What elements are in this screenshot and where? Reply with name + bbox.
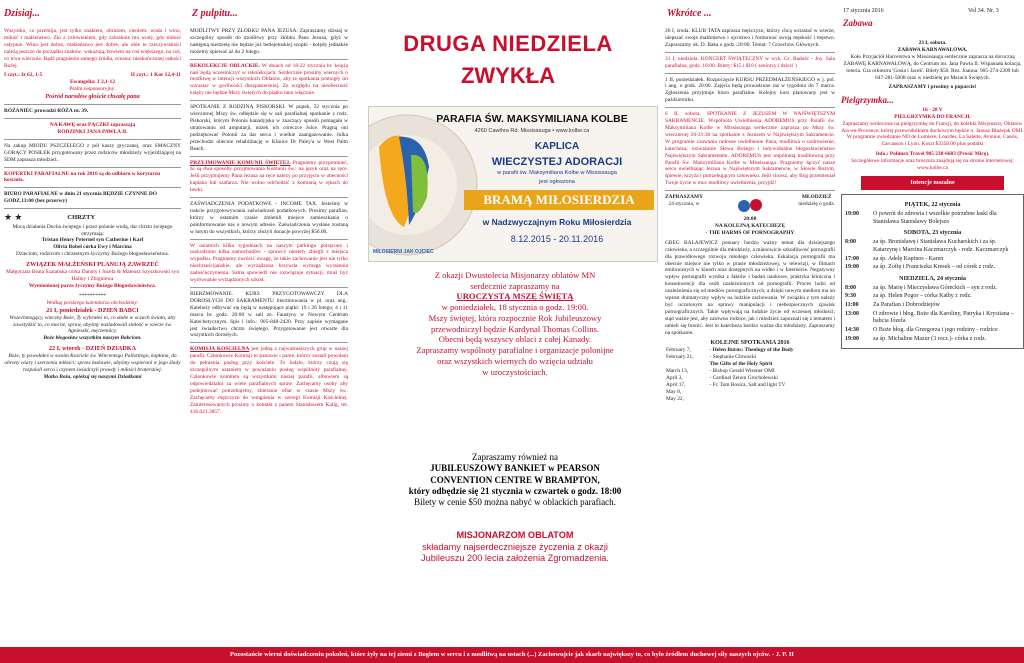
mass-intentions-heading: Intencje mszalne bbox=[861, 176, 1004, 190]
psalm-text: Pośród narodów głoście chwałę pana bbox=[45, 93, 140, 101]
banner-dates: 8.12.2015 - 20.11.2016 bbox=[510, 234, 604, 244]
mercy-banner bbox=[368, 106, 658, 262]
banner-parish: PARAFIA ŚW. MAKSYMILIANA KOLBE bbox=[436, 113, 628, 125]
notice-line: Bilety w cenie $50 można nabyć w oblackich parafiach. bbox=[414, 497, 616, 507]
meeting-topic: The Gifts of the Holy Spirit bbox=[709, 361, 773, 368]
pilgrimage-title: PIELGRZYMKA DO FRANCJI. bbox=[894, 113, 971, 120]
youth-time: 20:00 bbox=[743, 216, 757, 223]
banner-brama: BRAMĄ MIŁOSIERDZIA bbox=[464, 190, 654, 210]
retreat-text: W dniach od 18-22 stycznia br. księża nasi będą uczestniczyć w rekolekcjach. Serdecznie prosimy wiernych o modlitwę w intencji wszystkich Oblatów, aby te spotkania pomogły im wzrastać w gorliwości duszpasterskiej. Ze względu na nieobecność księży nie będzie Mszy świętych do piątku rano włącznie. bbox=[190, 62, 348, 97]
z-pulpitu-heading: Z pulpitu... bbox=[192, 8, 238, 19]
psalm-label: Psalm responsoryjny: bbox=[69, 86, 116, 93]
notice-line: CONVENTION CENTRE W BRAMPTON, bbox=[430, 474, 600, 485]
intro-text: Wszystko, co przemija, jest tylko znakiem, obrazem, cieniem: woda i wino, miłość i małżeństwo. Zło z człowiekiem, gdy zabraknie mu wody, gdy miłość osłypnie. Wino jest dobre, małżeństwo jest dobre, ale obie te rzeczywistości należą jeszcze do porządku znaków: wskazują, bowiem na coś większego, na coś, co trwa wiecznie. Bądź pragnienie samego źródła, oceanu; nieskończonej radości Bożej. bbox=[4, 28, 181, 69]
intention-row bbox=[845, 302, 1020, 310]
intention-time: 14:30 bbox=[845, 327, 859, 334]
marriage-names: Małgorzata Beata Szalańska córka Danuty i Józefa & Mateusz Szyszkowski syn Haliny i Zbigniewa bbox=[5, 269, 180, 283]
intention-text: za śp. Zofię i Franciszka Kresek – od córek z rodz. bbox=[873, 264, 995, 271]
intention-time: 8:00 bbox=[845, 239, 856, 246]
baptism-intro: Mocą działania Ducha świętego i przez polanie wodą, dar chrztu świętego otrzymają: bbox=[12, 223, 173, 237]
meeting-date: February 7, bbox=[666, 347, 691, 354]
meeting-date: April 3, bbox=[666, 374, 683, 381]
title-line-2: ZWYKŁA bbox=[460, 63, 556, 88]
notice-line: serdecznie zapraszamy na bbox=[470, 280, 560, 291]
calendar-intro: Według polskiego kalendarza obchodzimy: bbox=[46, 299, 139, 306]
ball-date: 23 I, sobota. bbox=[918, 40, 947, 46]
meeting-speaker: - Cardinal Zenon Grocholewski bbox=[709, 374, 778, 381]
meeting-date: April 17, bbox=[666, 381, 686, 388]
table-row bbox=[665, 354, 835, 361]
catechesis-heading: NA KOLEJNĄ KATECHEZĘ bbox=[715, 223, 785, 230]
intention-time: 19:00 bbox=[845, 264, 859, 271]
youth-date: 24 stycznia, w bbox=[668, 201, 700, 208]
intention-row bbox=[845, 327, 1020, 335]
notice-line: przewodniczył będzie Kardynał Thomas Collins. bbox=[430, 323, 600, 334]
notice-line: który odbędzie się 21 stycznia w czwartek o godz. 18:00 bbox=[408, 485, 622, 496]
confirmation-course: BIERZMOWANIE. KURS PRZYGOTOWAWCZY DLA DOROSŁYCH DO SAKRAMENTU bierzmowania w pl. oraz ang.. Kateheży odbywać się będą w następujące piątki: 19 i 26 lutego, 4 i 11 marca br. godz. 20:00 w sali ze. Faustyny w Nowym Centrum Katechetycznym. Spis i info.: 905-848-2420. Przy zapisie wymagane jest świadectwo chrztu świętego. Przygotowanie jest otwarte dla wszystkich dorosłych. bbox=[190, 291, 348, 339]
banner-arc-text: MIŁOSIERNI JAK OJCIEC bbox=[373, 249, 434, 255]
christmas-concert: 31 I, niedziela. KONCERT ŚWIĄTECZNY w wyk. Gr. Radość - Joy. Sala parafialna, godz. 16:00. Bilety: $15 i $10 ( seniorzy i dzieci ) bbox=[665, 55, 835, 69]
intention-time: 11:00 bbox=[845, 302, 859, 309]
communion-heading: PRZYJMOWANIE KOMUNII ŚWIĘTEJ. bbox=[190, 159, 291, 166]
notice-line: UROCZYSTĄ MSZĘ ŚWIĘTĄ bbox=[456, 291, 574, 302]
divider bbox=[190, 100, 348, 101]
table-row bbox=[665, 368, 835, 375]
crib-prayer: MODLITWY PRZY ŻŁÓBKU PANA JEZUSA. Zapraszamy dzisiaj w szczególny sposób do modlitwy przy żłóbku Pana Jezusa, gdyż w następną niedzielę nie będzie już betlejemskiej szopki - kolędy jednakże możemy śpiewać aż do 2 lutego. bbox=[190, 28, 348, 55]
notice-line: MISJONARZOM OBLATOM bbox=[456, 530, 574, 540]
catechesis-topic: - THE HARMS OF PORNOGRAPHY bbox=[705, 229, 795, 236]
youth-left bbox=[665, 194, 703, 208]
intention-text: Za Parafian i Dobrodziejów bbox=[873, 302, 940, 309]
meeting-date: February 21, bbox=[666, 354, 694, 361]
mass-notice bbox=[372, 270, 658, 377]
table-row bbox=[665, 382, 835, 389]
communion-text: Pragniemy przypomnieć, że są dwa sposoby przyjmowania Komunii św.: na język oraz na ręce. Jeśli przyjmujemy Pana Jezusa na ręce należy po przyjęciu w obecności kapłana lub szafarza. Nie wolno odchodzić z komunią w rękach do ławki. bbox=[190, 159, 348, 194]
meeting-date: May 22, bbox=[666, 395, 684, 402]
youth-label: MŁODZIEŻ bbox=[801, 194, 832, 201]
notice-line: Zapraszamy wspólnoty parafialne i organizacje polonijne bbox=[416, 345, 614, 356]
notice-line: Obecni będą wszyscy oblaci z całej Kanady. bbox=[438, 334, 592, 345]
table-row bbox=[665, 375, 835, 382]
office-text: BIURO PARAFIALNE w dniu 21 stycznia BĘDZIE CZYNNE DO GODZ.13:00 (bez przerwy) bbox=[4, 191, 157, 205]
grandma-prayer: Wszechmogący, wieczny Boże, Ty wybrałeś to, co słabe w oczach świata, aby zawstydzić to, co mocne, spraw, abyśmy naśladowali stałość w wierze św. Agnieszki, męczennicy. bbox=[9, 314, 176, 335]
grandpa-blessing: Matko Boża, opiekuj się naszymi Dziadkami bbox=[43, 373, 142, 380]
pilgrimage-dates: 16 - 28 V bbox=[922, 106, 943, 113]
intention-time: 19:00 bbox=[845, 210, 859, 217]
separator: ********** bbox=[79, 292, 106, 299]
divider bbox=[190, 342, 348, 343]
ball-text: Koło Przyjaciół Harcerstwa w Mississauga serdecznie zaprasza na doroczną ZABAWĘ KARNAWAŁOWĄ, do Centrum im. Jana Pawła II. Wspaniała kolacja, loteria. Gra orkiestra 'Gosia i Jacek'. Bilety $50. Rez. Joanna: 905-274-2309 lub 647-281-5008 oraz w niedzielę po Mszach Świętych. bbox=[843, 53, 1022, 81]
divider bbox=[190, 239, 348, 240]
club-tata: 20 I, środa. KLUB TATA zaprasza mężczyzn, którzy chcą wzrastać w wierze, ulepszać swoje małżeństwo i ojcostwo i formować swoją męskość i męstwo. Zapraszamy ok. D. Baka o godz.:20:00. Temat: 7 Grzechów Głównych. bbox=[665, 28, 835, 48]
column-zabawa bbox=[841, 40, 1024, 349]
banner-w-parafii: w parafii św. Maksymiliana Kolbe w Mississauga bbox=[497, 170, 617, 176]
intention-text: O powrót do zdrowia i wszelkie potrzebne łaski dla Stanisława Stanisławy Bolejszo bbox=[873, 210, 997, 225]
issue-volume: Vol 34. Nr. 3 bbox=[968, 8, 999, 14]
grandma-blessing: Boże błogosław wszystkim naszym Babciom. bbox=[43, 335, 142, 342]
marriage-blessing: Wymienionej parze życzymy Bożego Błogosławieństwa. bbox=[28, 282, 157, 289]
divider bbox=[4, 208, 181, 209]
banner-address: 4260 Cawthra Rd. Mississauga • www.kolbe.ca bbox=[474, 128, 590, 134]
divider bbox=[665, 52, 835, 53]
grandpa-day: 22 I, wtorek - DZIEŃ DZIADKA bbox=[48, 345, 137, 353]
coffee-text: NA KAWĘ oraz PĄCZKI zapraszają bbox=[49, 122, 136, 128]
baptism-heading: CHRZTY bbox=[67, 213, 96, 221]
ball-title: ZABAWA KARNAWAŁOWA. bbox=[897, 46, 968, 53]
honey-text: Na zakup MIODU PSZCZELEGO z pól kaszy gryczanej, oraz SMACZNY GORĄCY POSIŁEK przygotowany przez rodziców młodzieży wyjeżdżającej na ŚDM zaprasza młodzież. bbox=[4, 142, 181, 163]
footer-quote: Pozostańcie wierni doświadczeniu pokoleń, które żyły na tej ziemi z Bogiem w sercu i z modlitwą na ustach (...) Zachowujcie jak skarb największy to, co było źródłem duchowej siły naszych ojców. - J. P. II bbox=[0, 647, 1024, 663]
youth-logo-icon bbox=[736, 194, 766, 216]
title-line-1: DRUGA NIEDZIELA bbox=[403, 31, 613, 56]
meetings-heading: KOLEJNE SPOTKANIA 2016 bbox=[710, 339, 790, 346]
column-wkrotce bbox=[665, 28, 835, 402]
intention-day: SOBOTA, 23 stycznia bbox=[903, 229, 962, 237]
intention-text: za śp. Helen Pogor – córka Kathy z rodz. bbox=[873, 293, 972, 300]
tax-receipts: ZAŚWIADCZENIA PODATKOWE - INCOME TAX. Jesteśmy w trakcie przygotowywania zaświadczeń podatkowych. Prosimy parafian, którzy w ostatnim czasie zmienili miejsce zamieszkania o poinformowanie nas o nowym adresie. Zaświadczenia wysłane zostaną w lutym do wszystkich, którzy złożyli donacje powyżej $50.00. bbox=[190, 201, 348, 235]
intention-row bbox=[845, 311, 1020, 326]
envelopes-text: KOPERTKI PARAFIALNE na rok 2016 są do odbioru w korytarzu kościoła. bbox=[4, 170, 161, 184]
pilgrimage-heading: Pielgrzymka... bbox=[841, 95, 894, 106]
meeting-speaker: - Bishop Gerald Wiesner OMI bbox=[709, 367, 775, 374]
families-text: RODZINKI JANA PAWŁA II. bbox=[57, 128, 128, 135]
divider bbox=[4, 104, 181, 105]
grandma-day: 21 I, poniedziałek - DZIEŃ BABCI bbox=[46, 306, 139, 314]
youth-invite bbox=[665, 194, 835, 216]
intention-row bbox=[845, 285, 1020, 293]
youth-right bbox=[798, 194, 835, 208]
issue-date: 17 stycznia 2016 bbox=[843, 8, 884, 14]
intention-row bbox=[845, 293, 1020, 301]
committee-text: jest jedną z najważniejszych grup w naszej parafii. Członkowie Komisji to panowie i panie, którzy zostali powołani do pełnienia posług przy kościele. To ludzie, którzy czują się szczególnym ustaniem w poważaniu posług wspólnoty parafialnej. Członkowie komitetu są wszystkimi naszej parafii, albowiem są odpowiedzialni za wiele parafialnych spraw. Zachęcamy osoby aby podejmować potrzebujemy, zbieranie ofiar w czasie Mszy św.. Zachęcamy mężczyzn do wstąpienia w szeregi Komisji Kościelnej. Zainteresowanych prosimy o kontakt z panem Stanisławem Kulig, tel. 416.621.3857. bbox=[190, 346, 348, 415]
ball-closing: ZAPRASZAMY i prosimy o poparcie! bbox=[888, 84, 977, 91]
notice-line: w uroczystościach. bbox=[482, 366, 548, 377]
reading-2: II czyt.: 1 Kor 12,4-11 bbox=[130, 72, 181, 79]
divider bbox=[665, 73, 835, 74]
notice-line: Z okazji Dwustolecia Misjonarzy oblatów MN bbox=[434, 270, 596, 280]
divider bbox=[190, 287, 348, 288]
divider bbox=[4, 167, 181, 168]
notice-line: Jubileuszu 200 lecia założenia Zgromadzenia. bbox=[421, 553, 609, 563]
retreat-heading: REKOLEKCJE OBLACKIE. bbox=[190, 62, 260, 69]
intention-day: NIEDZIELA, 24 stycznia bbox=[899, 274, 966, 282]
zabawa-heading: Zabawa bbox=[843, 18, 873, 28]
intention-day: PIĄTEK, 22 stycznia bbox=[904, 200, 961, 208]
dzisiaj-heading: Dzisiaj... bbox=[4, 8, 40, 19]
oblates-wishes bbox=[372, 530, 658, 565]
intention-row bbox=[845, 336, 1020, 344]
table-row bbox=[665, 396, 835, 403]
divider bbox=[4, 118, 181, 119]
notice-line: oraz wszystkich wiernych do wzięcia udziału bbox=[437, 355, 593, 366]
intention-time: 13:00 bbox=[845, 310, 859, 317]
mass-intentions-list bbox=[841, 194, 1024, 349]
notice-line: Mszy świętej, która rozpocznie Rok Jubileuszowy bbox=[428, 312, 602, 323]
divider bbox=[665, 107, 835, 108]
intention-text: za śp. Bronisławę i Stanisława Kucharskich i za śp. Katarzynę i Marcina Kaczmarczyk - rodz. Kaczmarczyk bbox=[873, 239, 1009, 253]
intention-time: 9:30 bbox=[845, 293, 856, 300]
meetings-table bbox=[665, 347, 835, 402]
divider bbox=[190, 59, 348, 60]
premarital-course: 1 II, poniedziałek. Rozpoczęcie KURSU PRZEDMAŁŻEŃSKIEGO w j. pol. i ang. o godz. 20:00. Zajęcia będą prowadzone raz w tygodniu do 7 marca. Zgłoszenia przyjmuje biuro parafialne. Kolejny kurs planowany jest w październiku. bbox=[665, 76, 835, 104]
star-icon: ★ ★ bbox=[4, 212, 23, 223]
notice-line: Zapraszamy również na bbox=[472, 452, 558, 462]
meeting-speaker: - Fr. Tom Rosica, Salt and light TV bbox=[709, 381, 786, 388]
banner-ogloszona: jest ogłoszona bbox=[539, 179, 575, 185]
intention-text: za śp. Michaline Mazur (3 rocz.)- córka z rodz. bbox=[873, 335, 987, 342]
intention-time: 8:00 bbox=[845, 284, 856, 291]
intention-text: O zdrowie i błog. Boże dla Karoliny, Patryka i Krystiana – babcia Józefa bbox=[873, 310, 1014, 325]
catechesis-text: GREG BALAJEWICZ ponuary bardzo ważny temat dla dzisiejszego człowieka, a szczególnie dla młodzieży, a mianowicie szkodliwość pornografii dla prawidłowego rozwoju młodego człowieka. Eskalacja pornografii ma obecnie miejsce nie tylko w prasie młodzieżowej, w telewizji, w filmach emitowanych w kinach oraz dostępnych na wideo i w Internecie. Negatywny wpływ pornografii wynika z faktów i badań naukowe, praktyka kliniczna i konsekwencji dla osób uzależnionych od pornografii. Proces ludzi od uzależnienia się od mediów pornograficznych, a dzięki nowym mediom ma on wprost dramatyczny wpływ na ludzkie zachowania. W związku z tym należy być uczulonym na sprawy manipulacji i niebezpiecznych zjawisk pornograficznych. Takie wpływają na ludzkie życie od wczesnej młodości; stąd ważne jest, aby zarówno rodzice, jak i młodzież zapoznali się z tematem i umieli się bronić. Jest to katecheza bardzo ważna dla młodzieży. Zapraszamy na spotkanie. bbox=[665, 239, 835, 336]
baptism-header bbox=[4, 212, 181, 224]
intention-time: 17:00 bbox=[845, 255, 859, 262]
divider bbox=[190, 156, 348, 157]
notice-line: JUBILEUSZOWY BANKIET w PEARSON bbox=[430, 463, 600, 474]
pilgrimage-text: Zapraszamy serdecznie na pielgrzymkę do Francji, do kolebki Misjonarzy Oblatów Aix-en-Provence, której przewodnikiem duchowym będzie o. Janusz Błażejak OMI. W programie zwiedzanie ND de Lumiere, Lourdes, La Salette, Avinion, Cassis, Carcasson i Lyon. Koszt $3358.00 plus podatki bbox=[841, 120, 1024, 148]
pilgrimage-info: Info.: Polimex Travel 905 238-6683 (Prosić Mirę). bbox=[875, 151, 990, 158]
reading-1: I czyt.: Iz 62, 1-5 bbox=[4, 72, 43, 79]
intention-row bbox=[845, 264, 1020, 272]
meeting-date: May 8, bbox=[666, 388, 682, 395]
intention-row bbox=[845, 256, 1020, 264]
intention-text: za śp. Marię i Mieczysława Góreckich – syn z rodz. bbox=[873, 284, 998, 291]
marriage-heading: ZWIĄZEK MAŁŻEŃSKI PLANUJĄ ZAWRZEĆ bbox=[26, 261, 159, 269]
banner-adoracji: WIECZYSTEJ ADORACJI bbox=[491, 156, 623, 168]
committee-heading: KOMISJA KOŚCIELNA bbox=[190, 346, 250, 353]
divider bbox=[4, 139, 181, 140]
wkrotce-heading: Wkrótce ... bbox=[667, 8, 712, 19]
youth-invite-label: ZAPRASZAMY bbox=[665, 194, 704, 201]
table-row bbox=[665, 347, 835, 354]
intention-text: za śp. Adelę Kapinos - Karen bbox=[873, 255, 944, 262]
intention-row bbox=[845, 239, 1020, 254]
adoremus-meeting: 6 II, sobota. SPOTKANIE Z JEZUSEM W NAJŚWIĘTSZYM SAKRAMENCIE. Wspólnota Uwielbienia ADOREMUS przy Parafii św. Maksymiliana Kolbe w Mississauga serdecznie zaprasza po Mszy św. wieczornej 20-21:30 na spotkanie z Jezusem w Najświętszym Sakramencie. W programie czuwania radosne uwielbienie Pana, modlitwa o uzdrowienie, katecheza, rozważanie Słowa Bożego i indywidualne błogosławieństwo Najświętszym Sakramentem. ADOREMUS jest wspólnotą modlitewną przy Parafii Św. Maksymiliana Kolbe w Mississauga. Pragniemy łączyć nasze serca uwielbiając Jezusa w Najświętszym Sakramencie, w Słowie Bożym, śpiewie, krzyża i potrzebującym człowieku. Jeśli chcesz, aby Bóg przemieniał Twoje życie w moc modlitwy uwielbienia, przyjdź! bbox=[665, 111, 835, 187]
divider bbox=[190, 197, 348, 198]
baptism-blessing: Dzieciom, rodzicom i chrzestnym życzymy Bożego błogosławieństwa. bbox=[16, 251, 169, 258]
notice-line: składamy najserdeczniejsze życzenia z okazji bbox=[422, 541, 608, 552]
pilgrimage-web: Szczegółowe informacje oraz broszura znajdują się na stronie internetowej: www.kolbe.ca bbox=[851, 158, 1014, 172]
youth-time-label: niedzielę o godz. bbox=[798, 201, 835, 208]
banquet-notice bbox=[372, 452, 658, 508]
table-row bbox=[665, 389, 835, 396]
notice-line: w poniedziałek, 18 stycznia o godz. 19:00. bbox=[441, 302, 589, 313]
table-row bbox=[665, 361, 835, 368]
baptism-name: Tristan Henry Peternel syn Catherine i Karl bbox=[41, 237, 144, 244]
parking-notice: W ostatnich kilku tygodniach na naszym parkingu potrącono i uszkodzono kilka samochodów - sprawcy niestety zbiegli z miejsca wypadku. Pragniemy zwrócić uwagę, że takie zachowanie jest nie tylko niechrześcijańskie, ale wyrządzona krzywda wymaga wyrażenia zadośćuczynienia. Sama spowiedź nie rozwiązuje sytuacji, musi być wyrównanie wyrządzonych szkód. bbox=[190, 242, 348, 284]
grandpa-prayer: Boże, ty powołałeś w swoim Kościele św. Wincentego Pallottiego, kapłana, do obrony wiary i szerzenia miłości; spraw łaskawie, abyśmy wspierani w jego ślady rozpalali serca i czynem świadczyli prawdy i miłości braterskiej. bbox=[4, 353, 181, 373]
banner-kaplica: KAPLICA bbox=[534, 141, 580, 152]
meeting-date: March 13, bbox=[666, 367, 689, 374]
intention-time: 19:00 bbox=[845, 335, 859, 342]
meeting-speaker: - Stephanie Glowacki bbox=[709, 354, 757, 361]
banner-rok: w Nadzwyczajnym Roku Miłosierdzia bbox=[482, 217, 632, 227]
rosary-text: RÓŻANIEC prowadzi RÓŻA nr. 39. bbox=[4, 108, 89, 115]
intention-row bbox=[845, 211, 1020, 226]
column-dzisiaj bbox=[0, 28, 185, 381]
intention-text: O Boże błog. dla Grzegorza i jego rodziny - rodzice bbox=[873, 327, 998, 334]
column-pulpit bbox=[190, 28, 348, 418]
gospel: Ewangelia: J 2,1-12 bbox=[69, 79, 116, 86]
readings-row bbox=[4, 72, 181, 79]
divider bbox=[4, 187, 181, 188]
baptism-name: Olivia Bobel córka Ewy i Marcina bbox=[53, 244, 132, 251]
piskorski-meeting: SPOTKANIE Z RODZINĄ PISKORSKI. W piątek, 22 stycznia po wieczornej Mszy św. odbędzie się w sali parafialnej spotkanie z rodz. Piskorski, którym Polonia kanadyjska w znaczący sposób pomagała w utratowaniu od amputacji, nóżek ich córeczce Julce. Pragną oni podziękować Polonii za dar serca i wielkie zaangażowanie. Julka przechodzi obecnie rehabilitację w Klinice Dr Paley'a w West Palm Beach. bbox=[190, 104, 348, 152]
meeting-speaker: - Helen Burns: Theology of the Body bbox=[709, 347, 794, 354]
divider bbox=[665, 190, 835, 191]
